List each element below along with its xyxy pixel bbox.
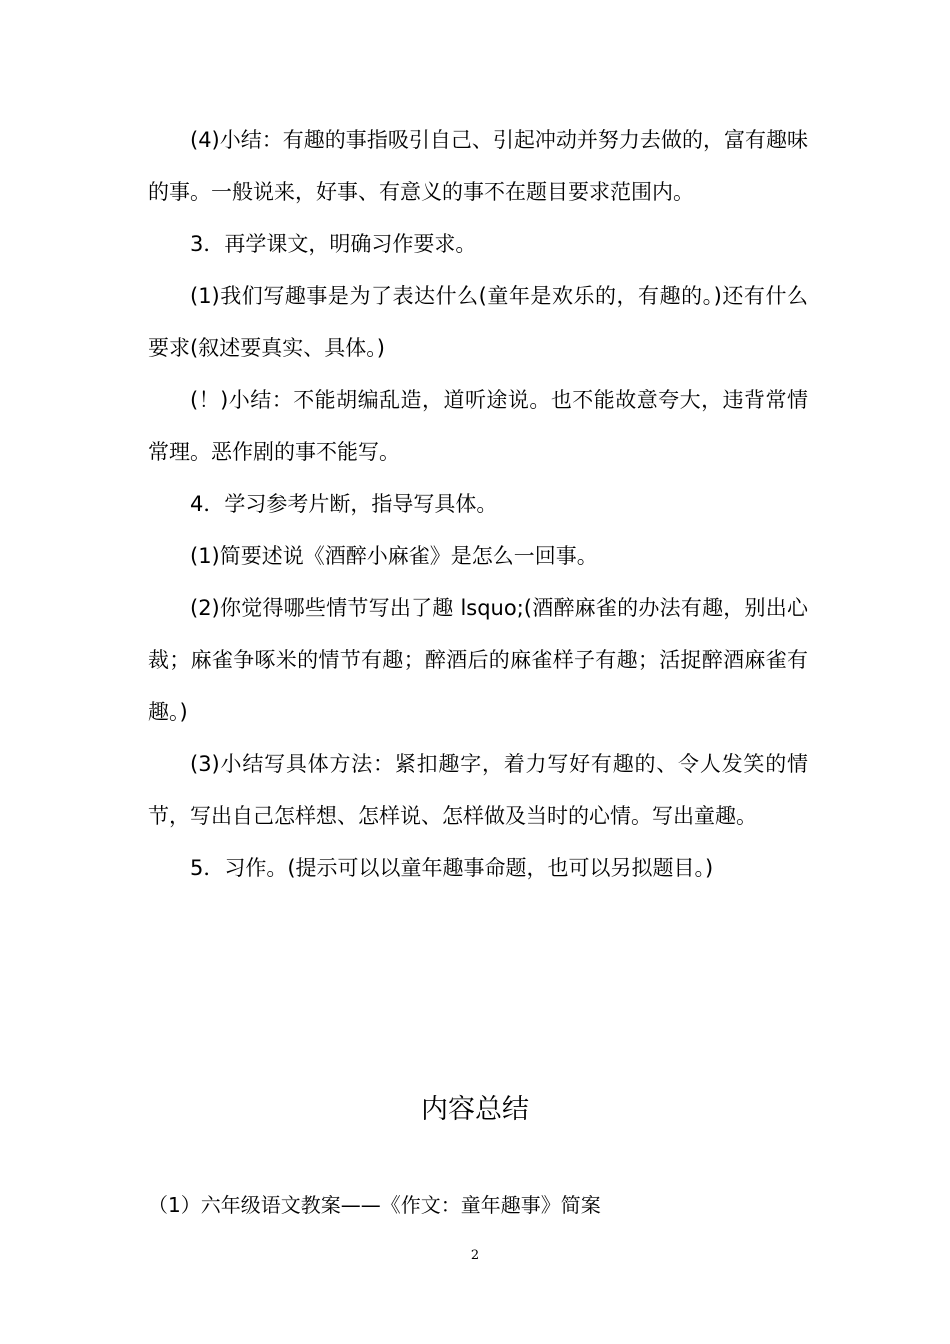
- paragraph-question-1: (1)我们写趣事是为了表达什么(童年是欢乐的，有趣的。)还有什么要求(叙述要真实、具体。): [148, 284, 808, 360]
- page-number: 2: [470, 1248, 480, 1263]
- paragraph-item-2: (2)你觉得哪些情节写出了趣 lsquo;(酒醉麻雀的办法有趣，别出心裁；麻雀争啄米的情节有趣；醉酒后的麻雀样子有趣；活捉醉酒麻雀有趣。): [148, 596, 808, 724]
- summary-heading: 内容总结: [421, 1094, 529, 1125]
- paragraph-summary-note: (！)小结：不能胡编乱造，道听途说。也不能故意夸大，违背常情常理。恶作剧的事不能写。: [148, 388, 808, 464]
- paragraph-step-3: 3．再学课文，明确习作要求。: [190, 232, 477, 256]
- paragraph-item-1: (1)简要述说《酒醉小麻雀》是怎么一回事。: [190, 544, 598, 568]
- lesson-body: [148, 114, 808, 894]
- paragraph-step-4: 4．学习参考片断，指导写具体。: [190, 492, 498, 516]
- summary-item: （1）六年级语文教案——《作文：童年趣事》简案: [148, 1193, 601, 1217]
- paragraph-step-5: 5．习作。(提示可以以童年趣事命题，也可以另拟题目。): [190, 856, 714, 880]
- paragraph-item-3: (3)小结写具体方法：紧扣趣字，着力写好有趣的、令人发笑的情节，写出自己怎样想、怎样说、怎样做及当时的心情。写出童趣。: [148, 752, 808, 828]
- paragraph-summary-4: (4)小结：有趣的事指吸引自己、引起冲动并努力去做的，富有趣味的事。一般说来，好事、有意义的事不在题目要求范围内。: [148, 128, 808, 204]
